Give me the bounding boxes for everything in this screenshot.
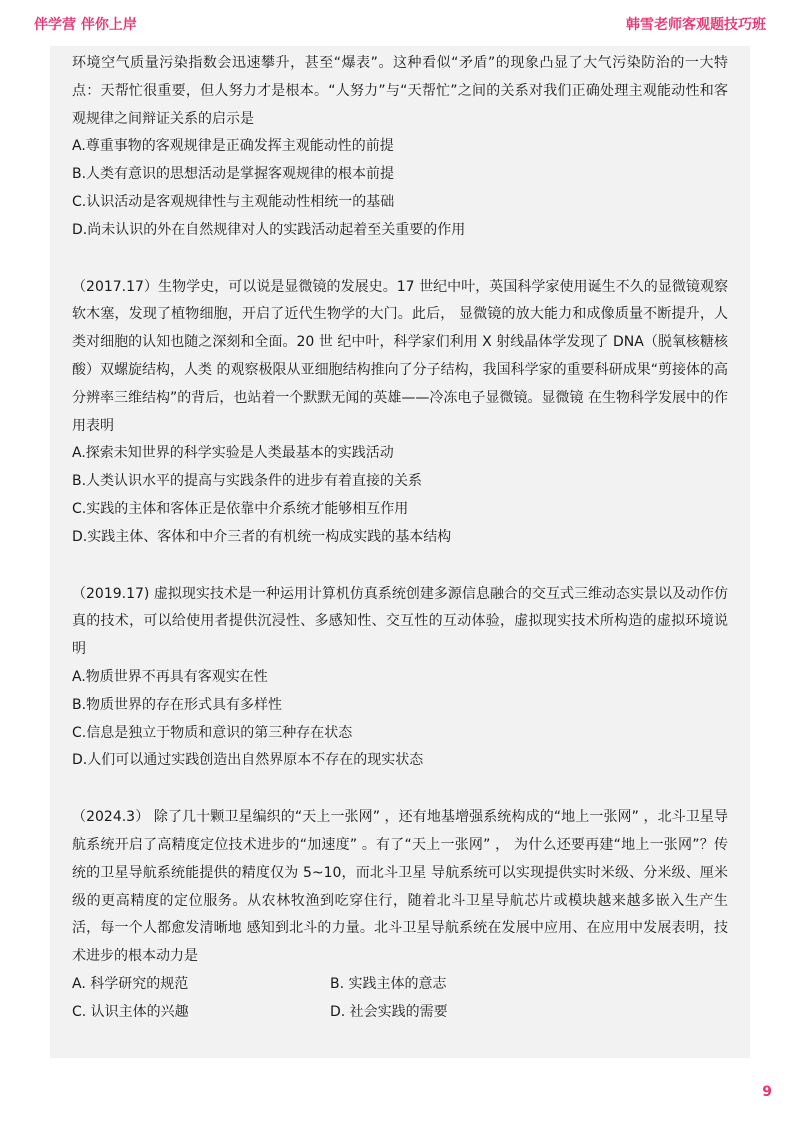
option-d: D.实践主体、客体和中介三者的有机统一构成实践的基本结构 — [72, 528, 452, 545]
question-2 — [72, 274, 728, 552]
brand-title: 伴学营 伴你上岸 — [34, 17, 137, 33]
page-number: 9 — [762, 1084, 772, 1100]
option-c: C.实践的主体和客体正是依靠中介系统才能够相互作用 — [72, 500, 409, 517]
question-stem: 环境空气质量污染指数会迅速攀升，甚至“爆表”。这种看似“矛盾”的现象凸显了大气污染防治的一大特点：天帮忙很重要，但人努力才是根本。“人努力”与“天帮忙”之间的关系对我们正确处理主观能动性和客观规律之间辩证关系的启示是 — [72, 55, 728, 127]
option-b: B.物质世界的存在形式具有多样性 — [72, 696, 283, 713]
option-a: A. 科学研究的规范 — [72, 975, 189, 992]
options-row-2 — [72, 999, 728, 1027]
option-b: B.人类认识水平的提高与实践条件的进步有着直接的关系 — [72, 473, 423, 490]
option-b: B.人类有意识的思想活动是掌握客观规律的根本前提 — [72, 166, 395, 183]
question-3 — [72, 581, 728, 776]
option-c: C.认识活动是客观规律性与主观能动性相统一的基础 — [72, 193, 395, 210]
option-a: A.探索未知世界的科学实验是人类最基本的实践活动 — [72, 445, 394, 462]
option-a: A.物质世界不再具有客观实在性 — [72, 668, 268, 685]
question-stem: （2024.3） 除了几十颗卫星编织的“天上一张网” ，还有地基增强系统构成的“地上一张网” ，北斗卫星导航系统开启了高精度定位技术进步的“加速度” 。有了“天上一张网” ， 为什么还要再建“地上一张网”？传统的卫星导航系统能提供的精度仅为 5~10，而北斗卫星 导航系统可以实现提供实时米级、分米级、厘米级的更高精度的定位服务。从农林牧渔到吃穿住行，随着北斗卫星导航芯片或模块越来越多嵌入生产生活，每一个人都愈发清晰地 感知到北斗的力量。北斗卫星导航系统在发展中应用、在应用中发展表明，技术进步的根本动力是 — [72, 809, 728, 965]
question-stem: （2017.17）生物学史，可以说是显微镜的发展史。17 世纪中叶，英国科学家使用诞生不久的显微镜观察软木塞，发现了植物细胞，开启了近代生物学的大门。此后， 显微镜的放大能力和成像质量不断提升，人类对细胞的认知也随之深刻和全面。20 世 纪中叶，科学家们利用 X 射线晶体学发现了 DNA（脱氧核糖核酸）双螺旋结构，人类 的观察极限从亚细胞结构推向了分子结构，我国科学家的重要科研成果“剪接体的高 分辨率三维结构”的背后，也站着一个默默无闻的英雄——冷冻电子显微镜。显微镜 在生物科学发展中的作用表明 — [72, 278, 728, 434]
option-c: C. 认识主体的兴趣 — [72, 1003, 189, 1020]
option-a: A.尊重事物的客观规律是正确发挥主观能动性的前提 — [72, 138, 394, 155]
option-d: D. 社会实践的需要 — [330, 1003, 448, 1020]
option-d: D.尚未认识的外在自然规律对人的实践活动起着至关重要的作用 — [72, 221, 466, 238]
question-4 — [72, 804, 728, 1026]
question-panel — [50, 46, 750, 1058]
option-c: C.信息是独立于物质和意识的第三种存在状态 — [72, 724, 353, 741]
option-b: B. 实践主体的意志 — [330, 975, 447, 992]
course-title: 韩雪老师客观题技巧班 — [626, 17, 766, 33]
option-d: D.人们可以通过实践创造出自然界原本不存在的现实状态 — [72, 752, 424, 769]
question-1 — [72, 50, 728, 245]
question-stem: （2019.17) 虚拟现实技术是一种运用计算机仿真系统创建多源信息融合的交互式三维动态实景以及动作仿真的技术，可以给使用者提供沉浸性、多感知性、交互性的互动体验，虚拟现实技术所构造的虚拟环境说明 — [72, 585, 728, 658]
options-row-1 — [72, 971, 728, 999]
